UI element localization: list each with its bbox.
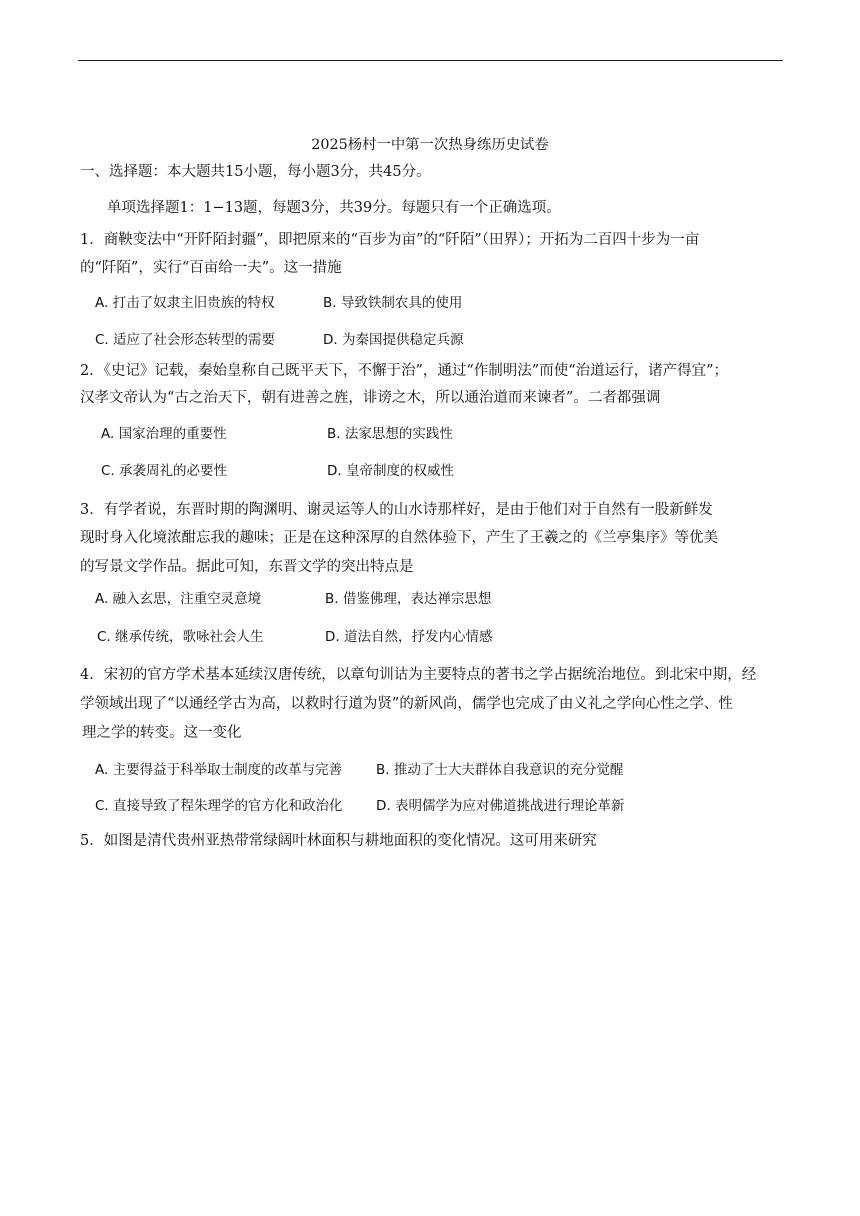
question-4-stem-line-1: 4．宋初的官方学术基本延续汉唐传统，以章句训诂为主要特点的著书之学占据统治地位。到北宋中期，经 bbox=[80, 667, 757, 683]
question-1-option-a[interactable]: A. 打击了奴隶主旧贵族的特权 bbox=[95, 295, 275, 311]
question-3-stem-line-2: 现时身入化境浓酣忘我的趣味；正是在这种深厚的自然体验下，产生了王羲之的《兰亭集序》等优美 bbox=[80, 530, 718, 546]
header-rule bbox=[78, 60, 783, 61]
question-1-option-b[interactable]: B. 导致铁制农具的使用 bbox=[323, 295, 463, 311]
subsection-heading: 单项选择题1：1−13题，每题3分，共39分。每题只有一个正确选项。 bbox=[107, 200, 561, 216]
question-2-option-c[interactable]: C. 承袭周礼的必要性 bbox=[101, 463, 228, 479]
exam-title: 2025杨村一中第一次热身练历史试卷 bbox=[311, 137, 549, 153]
question-3-option-c[interactable]: C. 继承传统，歌咏社会人生 bbox=[97, 629, 264, 645]
question-2-option-d[interactable]: D. 皇帝制度的权威性 bbox=[327, 463, 454, 479]
question-1-stem-line-1: 1．商鞅变法中“开阡陌封疆”，即把原来的“百步为亩”的“阡陌”（田界）；开拓为二百四十步为一亩 bbox=[80, 232, 700, 248]
question-1-option-d[interactable]: D. 为秦国提供稳定兵源 bbox=[323, 332, 464, 348]
question-4-option-a[interactable]: A. 主要得益于科举取士制度的改革与完善 bbox=[95, 762, 343, 778]
question-4-stem-line-3: 理之学的转变。这一变化 bbox=[82, 725, 242, 741]
question-3-stem-line-3: 的写景文学作品。据此可知，东晋文学的突出特点是 bbox=[80, 559, 414, 575]
question-3-option-a[interactable]: A. 融入玄思，注重空灵意境 bbox=[95, 591, 262, 607]
question-5-stem-line-1: 5．如图是清代贵州亚热带常绿阔叶林面积与耕地面积的变化情况。这可用来研究 bbox=[80, 833, 597, 849]
section-heading: 一、选择题：本大题共15小题，每小题3分，共45分。 bbox=[80, 164, 431, 180]
question-1-option-c[interactable]: C. 适应了社会形态转型的需要 bbox=[95, 332, 276, 348]
question-2-stem-line-2: 汉孝文帝认为“古之治天下，朝有进善之旌，诽谤之木，所以通治道而来谏者”。二者都强调 bbox=[80, 390, 661, 406]
question-4-option-d[interactable]: D. 表明儒学为应对佛道挑战进行理论革新 bbox=[376, 798, 625, 814]
question-4-option-b[interactable]: B. 推动了士大夫群体自我意识的充分觉醒 bbox=[376, 762, 624, 778]
question-1-stem-line-2: 的“阡陌”，实行“百亩给一夫”。这一措施 bbox=[80, 260, 342, 276]
question-3-option-d[interactable]: D. 道法自然，抒发内心情感 bbox=[325, 629, 493, 645]
question-4-option-c[interactable]: C. 直接导致了程朱理学的官方化和政治化 bbox=[95, 798, 343, 814]
question-2-option-a[interactable]: A. 国家治理的重要性 bbox=[101, 426, 227, 442]
question-3-option-b[interactable]: B. 借鉴佛理，表达禅宗思想 bbox=[325, 591, 492, 607]
question-2-option-b[interactable]: B. 法家思想的实践性 bbox=[327, 426, 453, 442]
question-4-stem-line-2: 学领域出现了“以通经学古为高，以救时行道为贤”的新风尚，儒学也完成了由义礼之学向心性之学、性 bbox=[80, 696, 733, 712]
question-2-stem-line-1: 2．《史记》记载，秦始皇称自己既平天下，不懈于治”，通过“作制明法”而使“治道运行，诸产得宜”； bbox=[80, 363, 729, 379]
question-3-stem-line-1: 3．有学者说，东晋时期的陶渊明、谢灵运等人的山水诗那样好，是由于他们对于自然有一股新鲜发 bbox=[80, 502, 713, 518]
